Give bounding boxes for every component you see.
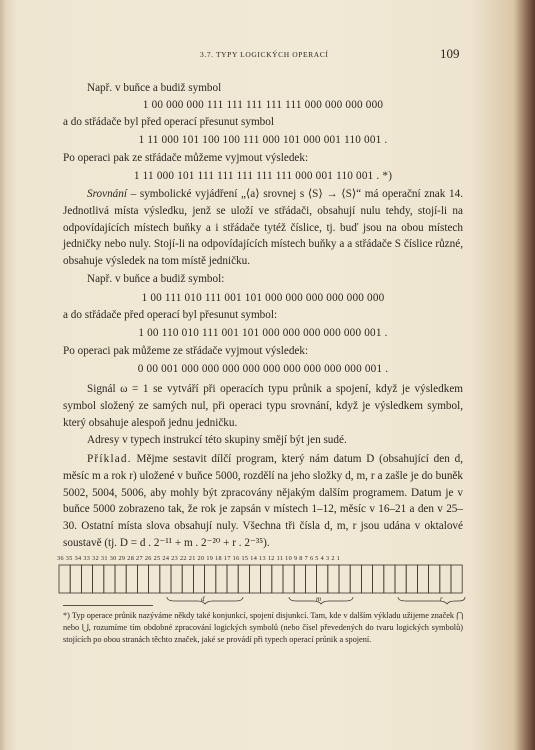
bit-cell <box>440 565 451 593</box>
bit-cell <box>249 565 260 593</box>
bit-cell <box>328 565 339 593</box>
running-header <box>0 48 535 64</box>
bit-cell <box>373 565 384 593</box>
bit-cell <box>182 565 193 593</box>
bit-cell <box>272 565 283 593</box>
bit-cell <box>238 565 249 593</box>
bit-string-accumulator: 1 11 000 101 100 100 111 000 101 000 001 110 001 . <box>138 134 388 146</box>
bit-cell <box>429 565 440 593</box>
bit-cell <box>115 565 126 593</box>
bit-cell <box>149 565 160 593</box>
paragraph-result-intro: Po operaci pak ze střádače můžeme vyjmout výsledek: <box>63 152 309 164</box>
bit-cell <box>417 565 428 593</box>
bit-cell <box>81 565 92 593</box>
brace-d <box>167 597 243 604</box>
paragraph-example-intro: Např. v buňce a budiž symbol <box>87 82 222 94</box>
brace-label-r: r <box>440 595 443 603</box>
bit-cell <box>339 565 350 593</box>
bit-cell <box>216 565 227 593</box>
bit-cell <box>294 565 305 593</box>
bit-cell <box>361 565 372 593</box>
bit-cell <box>93 565 104 593</box>
comparison-body: – symbolické vyjádření „⟨a⟩ srovnej s ⟨S⟩ → ⟨S⟩“ má operační znak 14. Jednotlivá místa výsledku, jenž se uloží ve střádači, obsahují nulu tehdy, stojí-li na odpovídajících místech buňky a i střádače tytéž číslice, tj. buď jsou na obou místech jedničky nebo nuly. Stojí-li na odpovídajících místech buňky a a střádače S číslice různé, obsahuje výsledek na tom místě jedničku. <box>63 188 463 268</box>
bit-cell <box>283 565 294 593</box>
paragraph-result-intro-2: Po operaci pak můžeme ze střádače vyjmout výsledek: <box>63 345 309 357</box>
bit-cell <box>350 565 361 593</box>
example-body: Mějme sestavit dílčí program, který nám datum D (obsahující den d, měsíc m a rok r) uložené v buňce 5000, rozdělí na jeho složky d, m, r a zašle je do buněk 5002, 5004, 5006, aby mohly být zpracovány nějakým dalším programem. Datum je v buňce 5000 zobrazeno tak, že rok je zapsán v místech 1–12, měsíc v 16–21 a den v 25–30. Ostatní místa slova obsahují nuly. Všechna tři čísla d, m, r jsou udána v oktalové soustavě (tj. D = d . 2⁻¹¹ + m . 2⁻²⁰ + r . 2⁻³⁵). <box>63 453 463 549</box>
bit-cell <box>193 565 204 593</box>
bit-string-cell-a-2: 1 00 111 010 111 001 101 000 000 000 000 000 000 <box>141 292 385 304</box>
bit-string-result-2: 0 00 001 000 000 000 000 000 000 000 000 000 001 . <box>137 363 389 375</box>
paragraph-example-program <box>63 451 463 552</box>
comparison-term: Srovnání <box>87 188 127 200</box>
bit-cell <box>451 565 462 593</box>
bit-string-accumulator-2: 1 00 110 010 111 001 101 000 000 000 000 000 001 . <box>138 327 388 339</box>
paragraph-signal: Signál ω = 1 se vytváří při operacích typu průnik a spojení, když je výsledkem symbol složený ze samých nul, při operaci typu srovnání, když je výsledkem symbol, který obsahuje alespoň jednu jedničku. <box>63 383 463 429</box>
brace-label-m: m <box>316 595 322 603</box>
paragraph-accumulator-intro-2: a do střádače před operací byl přesunut symbol: <box>63 309 278 321</box>
bit-string-result: 1 11 000 101 111 111 111 111 111 000 001 110 001 . *) <box>133 170 393 182</box>
bit-cell <box>137 565 148 593</box>
bit-cell <box>59 565 70 593</box>
word-bit-diagram <box>57 555 467 605</box>
bit-cell <box>104 565 115 593</box>
bit-cell <box>171 565 182 593</box>
paragraph-addresses: Adresy v typech instrukcí této skupiny smějí být jen sudé. <box>87 434 347 446</box>
bit-cells-svg <box>57 555 467 605</box>
page-number: 109 <box>440 46 460 61</box>
bit-cell <box>160 565 171 593</box>
bit-cell <box>406 565 417 593</box>
bit-position-numbers: 36 35 34 33 32 31 30 29 28 27 26 25 24 23 22 21 20 19 18 17 16 15 14 13 12 11 10 9 8 7 6 5 4 3 2 1 <box>57 555 341 562</box>
bit-cell <box>126 565 137 593</box>
brace-label-d: d <box>201 595 205 603</box>
brace-r <box>398 597 465 604</box>
bit-cell <box>205 565 216 593</box>
bit-cell <box>227 565 238 593</box>
bit-string-cell-a: 1 00 000 000 111 111 111 111 111 000 000 000 000 <box>142 99 384 111</box>
paragraph-accumulator-intro: a do střádače byl před operací přesunut symbol <box>63 116 274 128</box>
footnote: *) Typ operace průnik nazýváme někdy také konjunkcí, spojení disjunkcí. Tam, kde v dalším výkladu užijeme značek ⋂ nebo ⋃, rozumíme tím obdobné zpracování logických symbolů (nebo čísel převedených do tvaru logických symbolů) stojících po obou stranách těchto značek, jaké se provádí při typech operací průnik a spojení. <box>63 611 463 645</box>
chapter-title: 3.7. TYPY LOGICKÝCH OPERACÍ <box>200 50 329 59</box>
bit-cell <box>261 565 272 593</box>
example-label: Příklad. <box>87 453 132 465</box>
footnote-rule <box>63 605 153 606</box>
paragraph-comparison <box>63 186 463 270</box>
bit-cell <box>317 565 328 593</box>
bit-cell <box>384 565 395 593</box>
bit-cell <box>305 565 316 593</box>
bit-cells <box>59 565 462 593</box>
bit-cell <box>70 565 81 593</box>
bit-cell <box>395 565 406 593</box>
paragraph-example-intro-2: Např. v buňce a budiž symbol: <box>87 273 225 285</box>
